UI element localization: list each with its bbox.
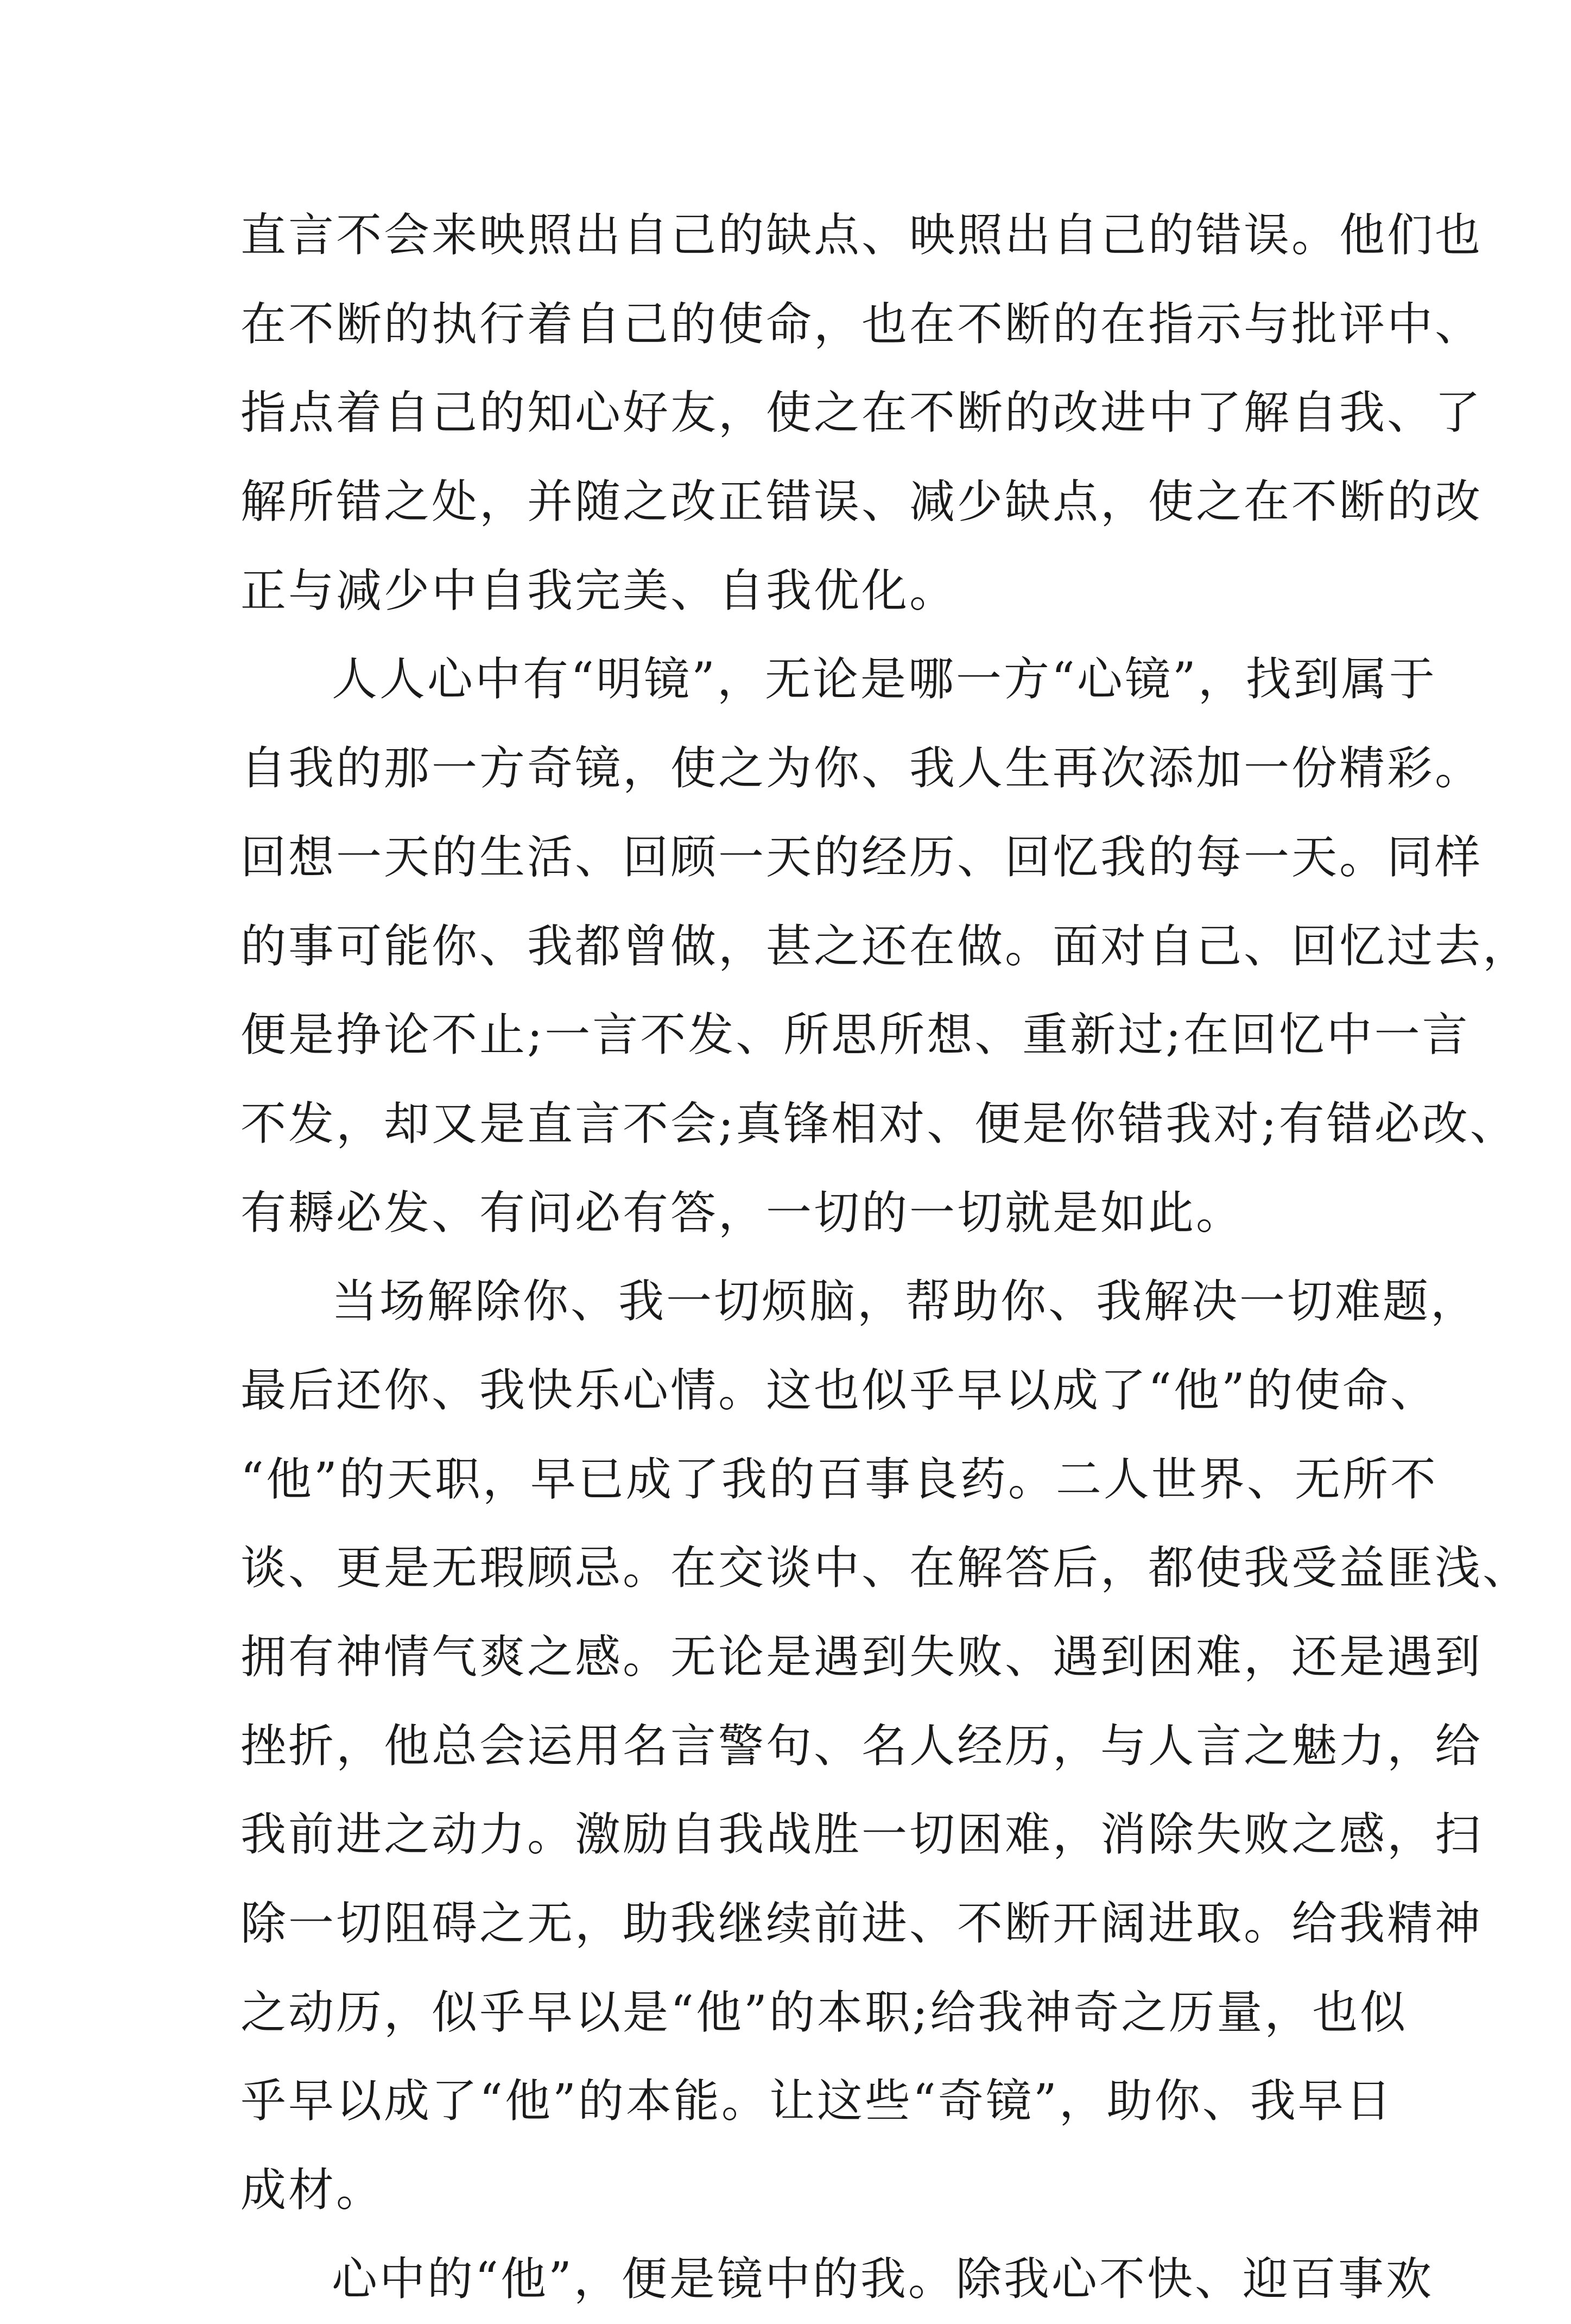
text-line: 直言不会来映照出自己的缺点、映照出自己的错误。他们也 [240, 208, 1483, 262]
text-line: 的事可能你、我都曾做，甚之还在做。面对自己、回忆过去， [240, 919, 1531, 973]
text-line: 自我的那一方奇镜，使之为你、我人生再次添加一份精彩。 [240, 742, 1483, 795]
text-line: 在不断的执行着自己的使命，也在不断的在指示与批评中、 [240, 297, 1483, 351]
paragraph-start-line: 心中的“他”，便是镜中的我。除我心不快、迎百事欢 [332, 2252, 1434, 2306]
text-line: 有耨必发、有问必有答，一切的一切就是如此。 [240, 1186, 1244, 1239]
text-line: 我前进之动力。激励自我战胜一切困难，消除失败之感，扫 [240, 1808, 1483, 1861]
text-line: “他”的天职，早已成了我的百事良药。二人世界、无所不 [240, 1452, 1438, 1506]
text-line: 之动历，似乎早以是“他”的本职;给我神奇之历量，也似 [240, 1985, 1408, 2039]
text-line: 拥有神情气爽之感。无论是遇到失败、遇到困难，还是遇到 [240, 1630, 1483, 1683]
body-text [240, 191, 1531, 2324]
text-line: 便是挣论不止;一言不发、所思所想、重新过;在回忆中一言 [240, 1008, 1470, 1062]
paragraph-start-line: 人人心中有“明镜”，无论是哪一方“心镜”，找到属于 [332, 653, 1437, 706]
text-line: 回想一天的生活、回顾一天的经历、回忆我的每一天。同样 [240, 830, 1483, 884]
text-line: 不发，却又是直言不会;真锋相对、便是你错我对;有错必改、 [240, 1097, 1518, 1150]
text-line: 乎早以成了“他”的本能。让这些“奇镜”，助你、我早日 [240, 2074, 1393, 2128]
text-line: 最后还你、我快乐心情。这也似乎早以成了“他”的使命、 [240, 1363, 1438, 1417]
paragraph-start-line: 当场解除你、我一切烦脑，帮助你、我解决一切难题， [332, 1275, 1479, 1328]
text-line: 指点着自己的知心好友，使之在不断的改进中了解自我、了 [240, 386, 1483, 440]
text-line: 正与减少中自我完美、自我优化。 [240, 563, 958, 617]
text-line: 挫折，他总会运用名言警句、名人经历，与人言之魅力，给 [240, 1719, 1483, 1772]
text-line: 成材。 [240, 2163, 384, 2217]
text-line: 谈、更是无瑕顾忌。在交谈中、在解答后，都使我受益匪浅、 [240, 1541, 1531, 1595]
text-line: 除一切阻碍之无，助我继续前进、不断开阔进取。给我精神 [240, 1897, 1483, 1951]
text-line: 解所错之处，并随之改正错误、减少缺点，使之在不断的改 [240, 475, 1483, 529]
